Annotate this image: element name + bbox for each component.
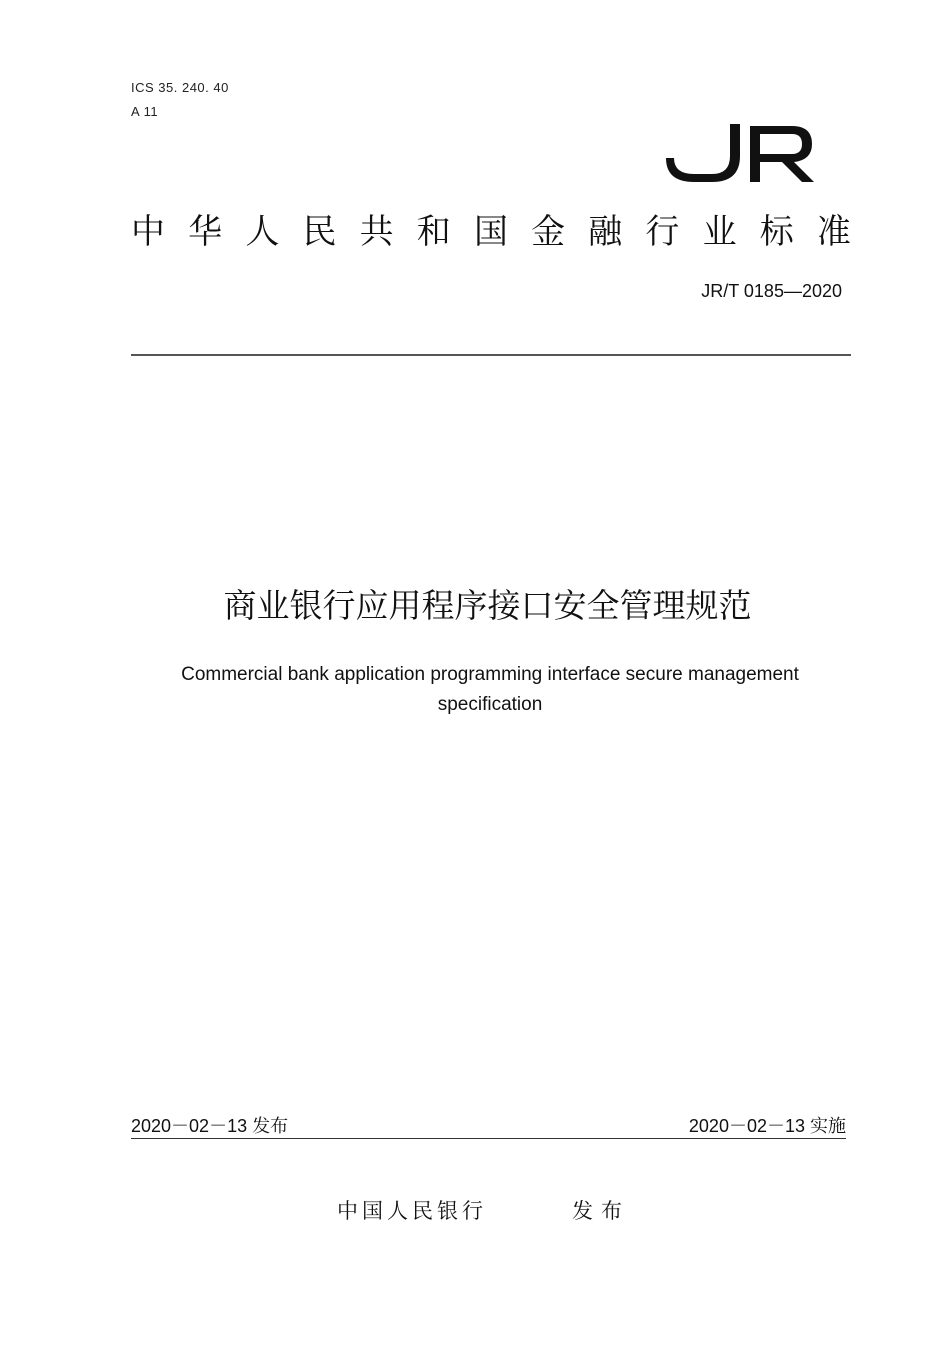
document-title-english-line: Commercial bank application programming interface secure management xyxy=(181,664,799,685)
standard-category-char: 金 xyxy=(531,212,566,252)
header-divider xyxy=(131,354,851,356)
standard-category-char: 民 xyxy=(302,212,337,252)
issued-label: 发布 xyxy=(572,1199,630,1223)
issue-date: 2020－02－13 发布 xyxy=(131,1116,289,1136)
jr-logo xyxy=(664,108,824,188)
document-title-english-line: specification xyxy=(437,694,543,715)
standard-category-char: 业 xyxy=(702,212,737,252)
document-title-english xyxy=(0,660,950,720)
ics-code: ICS 35. 240. 40 xyxy=(131,80,229,95)
standard-category-char: 准 xyxy=(816,212,851,252)
standard-category-char: 融 xyxy=(588,212,623,252)
document-title-chinese: 商业银行应用程序接口安全管理规范 xyxy=(223,586,752,625)
standard-category xyxy=(131,208,851,256)
standard-category-char: 和 xyxy=(416,212,451,252)
standard-category-char: 行 xyxy=(645,212,680,252)
standard-category-char: 共 xyxy=(359,212,394,252)
issuer-name: 中国人民银行 xyxy=(337,1199,487,1223)
implementation-date: 2020－02－13 实施 xyxy=(688,1116,846,1136)
ccs-code: A 11 xyxy=(131,104,159,119)
standard-category-char: 中 xyxy=(131,212,165,252)
standard-category-char: 标 xyxy=(759,212,794,252)
standard-number: JR/T 0185—2020 xyxy=(701,281,842,301)
footer-divider xyxy=(131,1138,846,1139)
standard-category-char: 人 xyxy=(245,212,280,252)
standard-category-char: 华 xyxy=(188,212,223,252)
standard-category-char: 国 xyxy=(473,212,508,252)
